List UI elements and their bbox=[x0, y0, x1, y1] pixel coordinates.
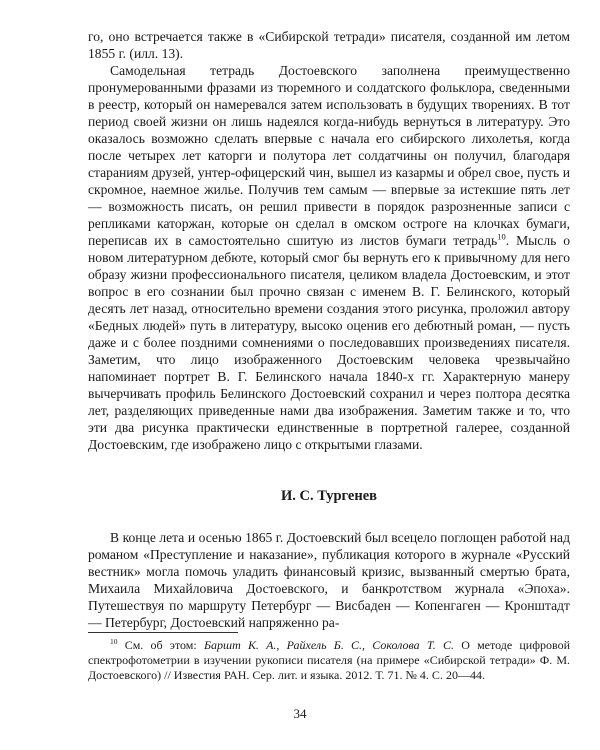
footnote-reference[interactable]: 10 bbox=[497, 231, 506, 242]
body-paragraph-1-text: го, оно встречается также в «Сибирской тетради» писателя, созданной им летом 1855 г. (илл. 13). bbox=[88, 29, 570, 61]
footnote-rest: О методе цифровой спектрофотометрии в изучении рукописи писателя (на примере «Сибирской тетради» Ф. М. Достоевского) // Известия РАН. Сер. лит. и языка. 2012. Т. 71. № 4. С. 20—44. bbox=[88, 638, 570, 682]
body-paragraph-1 bbox=[88, 28, 570, 62]
body-paragraph-2-text-after: . Мысль о новом литературном дебюте, который смог бы вернуть его к привычному для него образу жизни профессионального писателя, целиком владела Достоевским, и этот вопрос в его сознании был прочно связан с именем В. Г. Белинского, который десять лет назад, относительно времени создания этого рисунка, проложил автору «Бедных людей» путь в литературу, высоко оценив его дебютный роман, — пусть даже и с более поздними сомнениями о последовавших произведениях писателя. Заметим, что лицо изображенного Достоевским человека чрезвычайно напоминает портрет В. Г. Белинского начала 1840-х гг. Характерную манеру вычерчивать профиль Белинского Достоевский сохранил и через полтора десятка лет, разделяющих приведенные нами два изображения. Заметим также и то, что эти два рисунка практически единственные в портретной галерее, созданной Достоевским, где изображено лицо с открытыми глазами. bbox=[88, 233, 570, 452]
footnote bbox=[88, 638, 570, 683]
page-body bbox=[88, 28, 570, 631]
body-paragraph-2 bbox=[88, 62, 570, 453]
section-paragraph: В конце лета и осенью 1865 г. Достоевский был всецело поглощен работой над романом «Преступление и наказание», публикация которого в журнале «Русский вестник» могла помочь уладить финансовый кризис, вызванный смертью брата, Михаила Михайловича Достоевского, и банкротством журнала «Эпоха». Путешествуя по маршруту Петербург — Висбаден — Копенгаген — Кронштадт — Петербург, Достоевский напряженно ра- bbox=[88, 530, 570, 630]
footnote-number: 10 bbox=[110, 637, 118, 646]
section-heading: И. С. Тургенев bbox=[281, 488, 377, 504]
body-paragraph-2-text: Самодельная тетрадь Достоевского заполнена преимущественно пронумерованными фразами из тюремного и солдатского фольклора, сведенными в реестр, который он намеревался затем использовать в будущих творениях. В тот период своей жизни он лишь надеялся когда-нибудь вернуться в литературу. Это оказалось возможно сделать впервые с начала его сибирского лихолетья, когда после четырех лет каторги и полутора лет солдатчины он получил, благодаря стараниям друзей, унтер-офицерский чин, вышел из казармы и обрел свое, пусть и скромное, наемное жилье. Получив тем самым — впервые за истекшие пять лет — возможность писать, он решил привести в порядок разрозненные записи с репликами каторжан, которые он сделал в омском остроге на клочках бумаги, переписав их в самостоятельно сшитую из листов бумаги тетрадь bbox=[88, 63, 570, 248]
footnote-authors: Баршт К. А., Райхель Б. С., Соколова Т. С. bbox=[203, 638, 455, 652]
footnote-divider bbox=[88, 632, 238, 633]
page-number: 34 bbox=[293, 706, 307, 721]
footnote-prefix: См. об этом: bbox=[117, 638, 204, 652]
